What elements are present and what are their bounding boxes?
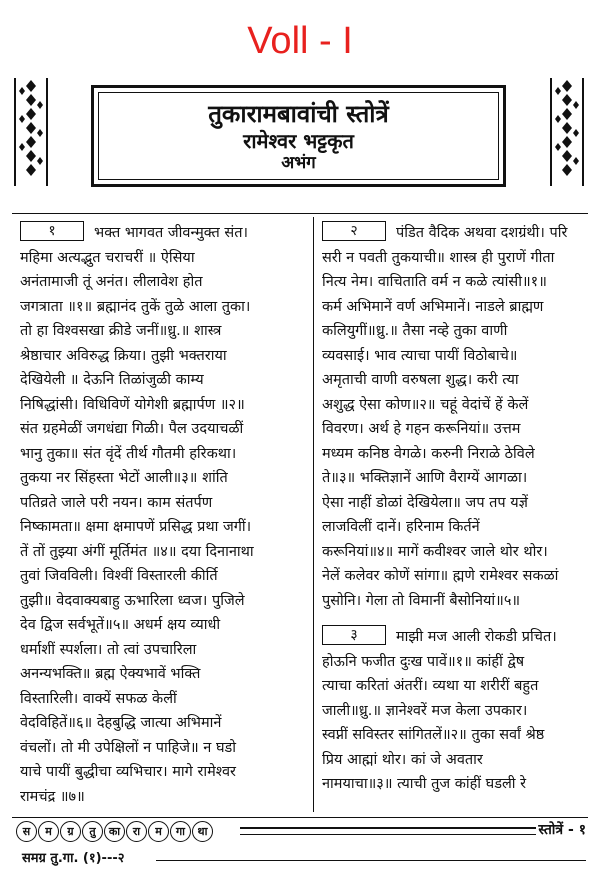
verse-text: अनंतामाजी तूं अनंत। लीलावेश होत xyxy=(20,274,203,290)
verse-line xyxy=(20,564,306,589)
verse-text: तुकया नर सिंहस्ता भेटों आली॥३॥ शांति xyxy=(20,470,228,486)
verse-line xyxy=(322,319,585,344)
verse-line xyxy=(20,368,306,393)
verse-text: सरी न पवती तुकयाची॥ शास्त्र ही पुराणें गीता xyxy=(322,249,555,266)
verse-line xyxy=(20,613,306,638)
verse-text: करूनियां॥४॥ मागें कवीश्वर जाले थोर थोर। xyxy=(322,543,548,560)
verse-line xyxy=(20,344,306,369)
verse-line xyxy=(20,295,306,320)
right-ornament xyxy=(550,78,584,186)
verse-text: तो हा विश्वसखा क्रीडे जनीं॥ध्रु.॥ शास्त्र xyxy=(20,323,222,339)
verse-line xyxy=(322,540,585,565)
verse-line xyxy=(20,466,306,491)
series-letter-badge: गा xyxy=(170,821,191,842)
verse-line xyxy=(20,246,306,271)
verse-text: याचे पायीं बुद्धीचा व्यभिचार। मागे रामेश्वर xyxy=(20,764,236,780)
verse-line xyxy=(20,687,306,712)
verse-text: त्याचा करितां अंतरीं। व्यथा या शरीरीं बहुत xyxy=(322,678,539,694)
verse-line xyxy=(322,393,585,418)
diamond-ornament-icon xyxy=(16,78,46,186)
verse-line xyxy=(20,417,306,442)
volume-code: समग्र तु.गा. (१)---२ xyxy=(22,851,125,866)
section-gap xyxy=(322,613,585,625)
verse-line xyxy=(322,515,585,540)
verse-text: नेलें कलेवर कोणें सांगा॥ ह्मणे रामेश्वर सकळां xyxy=(322,568,559,584)
verse-text: पंडित वैदिक अथवा दशग्रंथी। परि xyxy=(396,225,568,241)
verse-line xyxy=(322,674,585,699)
verse-text: वेदविहितें॥६॥ देहबुद्धि जात्या अभिमानें xyxy=(20,715,222,731)
page-label: स्तोत्रें - १ xyxy=(538,822,586,838)
verse-text: धर्माशीं स्पर्शला। तो त्वां उपचारिला xyxy=(20,641,197,658)
verse-line xyxy=(20,589,306,614)
verse-line xyxy=(322,772,585,797)
left-column xyxy=(20,221,306,809)
verse-line xyxy=(20,736,306,761)
verse-text: ते॥३॥ भक्तिज्ञानें आणि वैराग्यें आगळा। xyxy=(322,470,528,486)
verse-text: जाली॥ध्रु.॥ ज्ञानेश्वरें मज केला उपकार। xyxy=(322,702,528,719)
series-letter-badge: था xyxy=(192,821,213,842)
verse-text: कर्म अभिमानें वर्ण अभिमानें। नाडले ब्राह्मण xyxy=(322,298,544,315)
verse-text: अमृताची वाणी वरुषला शुद्ध। करी त्या xyxy=(322,372,519,388)
right-column xyxy=(322,221,585,797)
verse-text: पतिव्रते जाले परी नयन। काम संतर्पण xyxy=(20,494,213,511)
series-logo xyxy=(16,820,214,844)
verse-text: विवरण। अर्थ हे गहन करूनियां॥ उत्तम xyxy=(322,421,521,437)
diamond-ornament-icon xyxy=(552,78,582,186)
verse-line xyxy=(322,699,585,724)
verse-line xyxy=(322,221,585,246)
verse-text: प्रिय आह्मां थोर। कां जे अवतार xyxy=(322,751,483,768)
verse-line xyxy=(322,368,585,393)
verse-text: महिमा अत्यद्भुत चराचरीं ॥ ऐसिया xyxy=(20,249,195,266)
left-ornament xyxy=(14,78,48,186)
verse-line xyxy=(322,723,585,748)
verse-line xyxy=(322,589,585,614)
series-letter-badge: म xyxy=(38,821,59,842)
abhang-number-box: ३ xyxy=(322,625,386,645)
series-letter-badge: तु xyxy=(82,821,103,842)
series-letter-badge: ग्र xyxy=(60,821,81,842)
footer-rule xyxy=(240,827,536,835)
verse-line xyxy=(20,393,306,418)
verse-line xyxy=(20,221,306,246)
column-divider xyxy=(313,217,314,812)
verse-text: व्यवसाई। भाव त्याचा पायीं विठोबाचे॥ xyxy=(322,347,518,364)
verse-text: नित्य नेम। वाचिताति वर्म न कळे त्यांसी॥१॥ xyxy=(322,274,547,290)
series-letter-badge: स xyxy=(16,821,37,842)
verse-text: मध्यम कनिष्ठ वेगळे। करुनी निराळे ठेविले xyxy=(322,445,535,462)
abhang-number-box: १ xyxy=(20,221,84,241)
verse-text: कलियुगीं॥ध्रु.॥ तैसा नव्हे तुका वाणी xyxy=(322,323,508,339)
chapter-author: रामेश्वर भट्टकृत xyxy=(243,129,354,153)
verse-text: तें तों तुझ्या अंगीं मूर्तिमंत ॥४॥ दया दिनानाथा xyxy=(20,543,254,560)
verse-line xyxy=(322,417,585,442)
verse-text: श्रेष्ठाचार अविरुद्ध क्रिया। तुझी भक्तराया xyxy=(20,347,227,364)
verse-text: निष्कामता॥ क्षमा क्षमापणें प्रसिद्ध प्रथा जगीं। xyxy=(20,519,252,535)
verse-text: पुसोनि। गेला तो विमानीं बैसोनियां॥५॥ xyxy=(322,592,521,609)
page-footer xyxy=(16,820,586,880)
verse-text: लाजविलीं दानें। हरिनाम किर्तनें xyxy=(322,519,480,535)
verse-line xyxy=(20,785,306,810)
verse-line xyxy=(20,711,306,736)
verse-text: माझी मज आली रोकडी प्रचित। xyxy=(396,629,557,645)
verse-line xyxy=(20,442,306,467)
verse-text: वंचलों। तो मी उपेक्षिलों न पाहिजे॥ न घडो xyxy=(20,739,237,756)
verse-line xyxy=(20,515,306,540)
abhang-number-box: २ xyxy=(322,221,386,241)
verse-line xyxy=(20,662,306,687)
verse-line xyxy=(322,625,585,650)
verse-line xyxy=(20,638,306,663)
verse-line xyxy=(322,650,585,675)
verse-line xyxy=(322,442,585,467)
verse-text: देव द्विज सर्वभूतें॥५॥ अधर्म क्षय व्याधी xyxy=(20,617,221,633)
verse-text: नामयाचा॥३॥ त्याची तुज कांहीं घडली रे xyxy=(322,776,527,792)
series-letter-badge: रा xyxy=(126,821,147,842)
verse-line xyxy=(322,270,585,295)
header-inner-frame xyxy=(98,92,499,180)
verse-line xyxy=(322,246,585,271)
verse-text: जगत्राता ॥१॥ ब्रह्मानंद तुकें तुळे आला तुका। xyxy=(20,298,251,315)
chapter-title: तुकारामबावांची स्तोत्रें xyxy=(208,100,389,128)
verse-text: निषिद्धांसी। विधिविणें योगेशी ब्रह्मार्पण ॥२॥ xyxy=(20,396,245,413)
verse-line xyxy=(20,491,306,516)
verse-text: ऐसा नाहीं डोळां देखियेला॥ जप तप यज्ञें xyxy=(322,494,528,511)
verse-text: तुझी॥ वेदवाक्यबाहु ऊभारिला ध्वज। पुजिले xyxy=(20,592,245,609)
verse-line xyxy=(322,295,585,320)
verse-text: देखियेली ॥ देऊनि तिळांजुळी काम्य xyxy=(20,372,204,388)
verse-text: होऊनि फजीत दुःख पावें॥१॥ कांहीं द्वेष xyxy=(322,653,525,670)
verse-line xyxy=(322,466,585,491)
verse-text: विस्तारिली। वाक्यें सफळ केलीं xyxy=(20,690,177,707)
verse-line xyxy=(20,760,306,785)
chapter-subtitle: अभंग xyxy=(281,153,316,173)
verse-text: संत ग्रहमेळीं जगधंद्या गिळी। पैल उदयाचळीं xyxy=(20,421,244,437)
verse-line xyxy=(322,564,585,589)
verse-text: अनन्यभक्ति॥ ब्रह्म ऐक्यभावें भक्ति xyxy=(20,666,201,682)
series-letter-badge: म xyxy=(148,821,169,842)
verse-text: भक्त भागवत जीवन्मुक्त संत। xyxy=(94,225,248,241)
series-letter-badge: का xyxy=(104,821,125,842)
verse-text: तुवां जिवविली। विश्वीं विस्तारली कीर्ति xyxy=(20,568,218,584)
verse-line xyxy=(322,491,585,516)
verse-text: रामचंद्र ॥७॥ xyxy=(20,788,85,805)
verse-text: अशुद्ध ऐसा कोण॥२॥ चहूं वेदांचें हें केलें xyxy=(322,396,529,413)
header-frame xyxy=(91,85,506,187)
verse-line xyxy=(20,319,306,344)
verse-text: भानु तुका॥ संत वृंदें तीर्थ गौतमी हरिकथा। xyxy=(20,445,237,462)
verse-line xyxy=(20,540,306,565)
verse-line xyxy=(20,270,306,295)
verse-line xyxy=(322,748,585,773)
verse-line xyxy=(322,344,585,369)
volume-title: Voll - I xyxy=(247,20,353,62)
verse-text: स्वप्नीं सविस्तर सांगितलें॥२॥ तुका सर्वां श्रेष्ठ xyxy=(322,727,545,743)
footer-rule-lower xyxy=(156,860,586,861)
